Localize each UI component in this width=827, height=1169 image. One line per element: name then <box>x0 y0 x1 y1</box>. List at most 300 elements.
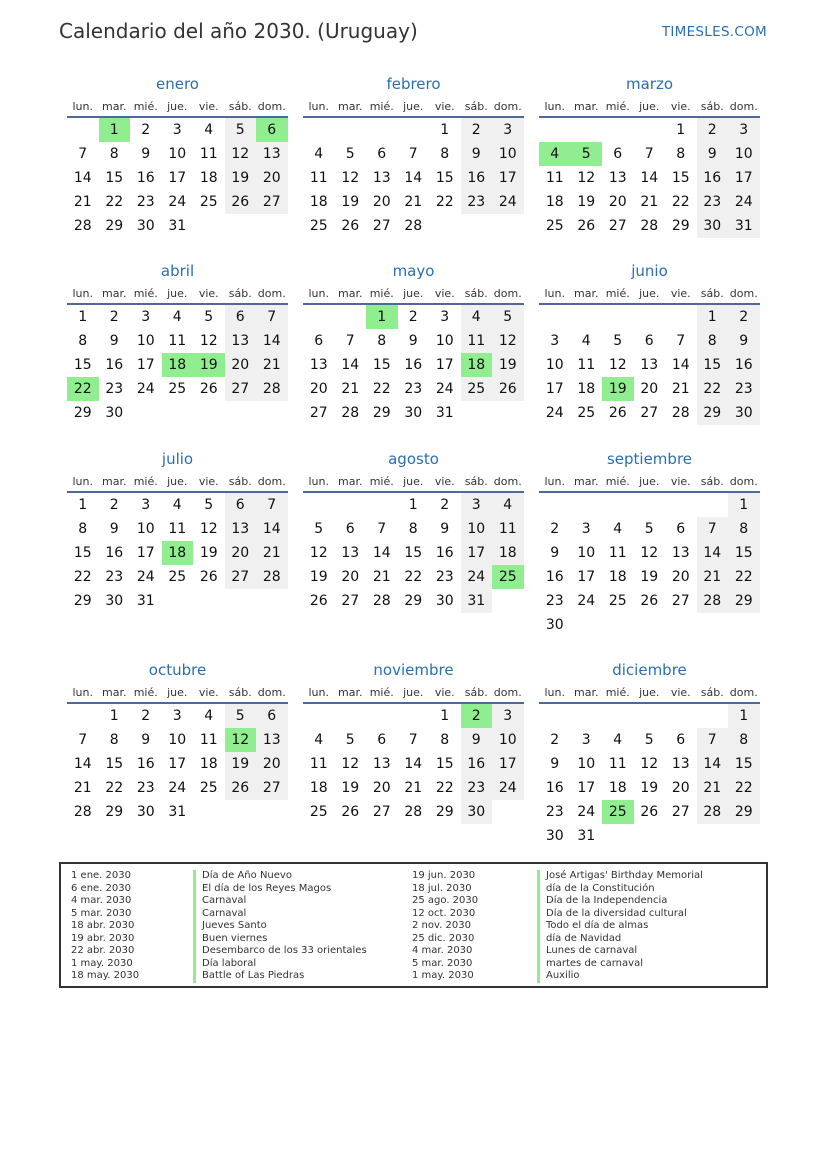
weekday-label: dom. <box>493 686 522 699</box>
week-row <box>539 190 760 214</box>
week-row <box>539 613 760 637</box>
day: 15 <box>671 170 690 186</box>
day: 23 <box>545 593 564 609</box>
week-row <box>539 118 760 142</box>
weekend-day: 8 <box>697 329 729 353</box>
day: 22 <box>435 194 454 210</box>
weekday-label: jue. <box>403 100 424 113</box>
weekend-day: 6 <box>225 305 257 329</box>
day: 13 <box>671 545 690 561</box>
week-row <box>67 166 288 190</box>
page-title: Calendario del año 2030. (Uruguay) <box>59 19 418 43</box>
legend-date: 6 ene. 2030 <box>71 882 131 894</box>
day: 28 <box>73 804 92 820</box>
weekday-label: lun. <box>72 100 93 113</box>
day: 10 <box>545 357 564 373</box>
weekend-day: 23 <box>728 377 760 401</box>
day: 19 <box>640 780 659 796</box>
day-empty <box>335 493 367 517</box>
week-row <box>67 353 288 377</box>
day: 25 <box>199 194 218 210</box>
weekday-label: mar. <box>338 686 363 699</box>
weekend-day: 17 <box>492 752 524 776</box>
weekend-day: 20 <box>256 752 288 776</box>
week-row <box>303 166 524 190</box>
day: 19 <box>640 569 659 585</box>
week-row <box>303 401 524 425</box>
holiday-day: 22 <box>67 377 99 401</box>
weekend-day: 3 <box>461 493 493 517</box>
weekend-day: 20 <box>225 541 257 565</box>
day: 2 <box>141 122 151 138</box>
weekend-day: 28 <box>256 565 288 589</box>
day: 21 <box>671 381 690 397</box>
weekend-day: 2 <box>728 305 760 329</box>
day: 19 <box>199 545 218 561</box>
day: 25 <box>608 593 627 609</box>
weekend-day: 17 <box>492 166 524 190</box>
day: 17 <box>168 170 187 186</box>
day: 4 <box>172 497 182 513</box>
weekend-day: 28 <box>256 377 288 401</box>
day: 3 <box>440 309 450 325</box>
week-row <box>539 565 760 589</box>
legend-date: 4 mar. 2030 <box>71 895 132 906</box>
weekend-day: 22 <box>697 377 729 401</box>
day: 28 <box>404 218 423 234</box>
weekend-day: 20 <box>256 166 288 190</box>
month-name: diciembre <box>612 661 687 679</box>
weekday-label: jue. <box>403 686 424 699</box>
day: 18 <box>545 194 564 210</box>
weekday-label: sáb. <box>464 287 488 300</box>
weekday-label: vie. <box>198 475 219 488</box>
day: 17 <box>168 756 187 772</box>
day: 1 <box>78 497 88 513</box>
day: 25 <box>309 218 328 234</box>
day: 4 <box>613 732 623 748</box>
day-empty <box>335 118 367 142</box>
day: 14 <box>73 170 92 186</box>
weekend-day: 14 <box>256 517 288 541</box>
day: 14 <box>404 756 423 772</box>
weekday-label: dom. <box>493 287 522 300</box>
weekday-label: lun. <box>308 686 329 699</box>
weekday-label: jue. <box>639 686 660 699</box>
week-row <box>67 493 288 517</box>
weekend-day: 5 <box>492 305 524 329</box>
day: 5 <box>644 521 654 537</box>
day: 31 <box>136 593 155 609</box>
day: 30 <box>404 405 423 421</box>
weekend-day: 10 <box>492 728 524 752</box>
day: 11 <box>199 146 218 162</box>
day: 5 <box>345 146 355 162</box>
day: 7 <box>345 333 355 349</box>
month-septiembre <box>539 447 760 637</box>
weekend-day: 1 <box>728 704 760 728</box>
legend-date: 5 mar. 2030 <box>71 907 132 919</box>
day: 2 <box>440 497 450 513</box>
weekday-label: sáb. <box>700 287 724 300</box>
day: 13 <box>608 170 627 186</box>
weekend-day: 28 <box>697 800 729 824</box>
weekday-label: mar. <box>102 475 127 488</box>
day: 7 <box>78 732 88 748</box>
weekend-day: 15 <box>728 541 760 565</box>
weekday-label: dom. <box>493 100 522 113</box>
weekend-day: 25 <box>461 377 493 401</box>
weekend-day: 9 <box>697 142 729 166</box>
weekend-day: 6 <box>256 704 288 728</box>
week-row <box>303 353 524 377</box>
weekend-day: 22 <box>728 776 760 800</box>
day: 1 <box>78 309 88 325</box>
holiday-day: 18 <box>162 541 194 565</box>
day: 24 <box>168 780 187 796</box>
day: 12 <box>199 521 218 537</box>
legend-date: 1 may. 2030 <box>412 970 474 981</box>
day: 24 <box>577 804 596 820</box>
day: 15 <box>105 170 124 186</box>
weekday-header <box>67 283 288 305</box>
day: 7 <box>408 146 418 162</box>
day: 4 <box>314 732 324 748</box>
weekday-label: vie. <box>198 686 219 699</box>
day: 18 <box>577 381 596 397</box>
day: 13 <box>341 545 360 561</box>
legend-holiday-name: José Artigas' Birthday Memorial <box>537 870 703 883</box>
weekday-label: lun. <box>308 475 329 488</box>
day: 18 <box>199 756 218 772</box>
weekday-label: jue. <box>639 475 660 488</box>
day: 3 <box>141 497 151 513</box>
legend-holiday-name: El día de los Reyes Magos <box>193 883 331 896</box>
weekend-day: 7 <box>697 728 729 752</box>
week-row <box>539 589 760 613</box>
day: 21 <box>341 381 360 397</box>
day: 29 <box>73 593 92 609</box>
day: 15 <box>105 756 124 772</box>
holiday-day: 18 <box>162 353 194 377</box>
weekday-header <box>303 283 524 305</box>
weekday-label: mié. <box>133 475 158 488</box>
day: 30 <box>105 593 124 609</box>
month-agosto <box>303 447 524 613</box>
weekday-label: vie. <box>434 287 455 300</box>
day: 29 <box>105 218 124 234</box>
legend-date: 25 ago. 2030 <box>412 895 479 906</box>
weekend-day: 18 <box>492 541 524 565</box>
day: 27 <box>640 405 659 421</box>
day: 16 <box>136 756 155 772</box>
weekend-day: 29 <box>728 800 760 824</box>
day: 14 <box>671 357 690 373</box>
week-row <box>67 776 288 800</box>
month-julio <box>67 447 288 613</box>
day: 15 <box>73 545 92 561</box>
week-row <box>67 800 288 824</box>
day: 23 <box>404 381 423 397</box>
day: 5 <box>204 309 214 325</box>
weekend-day: 13 <box>256 728 288 752</box>
day-empty <box>67 704 99 728</box>
weekend-day: 21 <box>697 565 729 589</box>
day: 8 <box>109 146 119 162</box>
day: 6 <box>644 333 654 349</box>
week-row <box>539 541 760 565</box>
weekday-label: jue. <box>167 686 188 699</box>
weekday-label: mar. <box>574 686 599 699</box>
day: 30 <box>105 405 124 421</box>
day: 23 <box>136 194 155 210</box>
day: 25 <box>168 381 187 397</box>
weekday-label: vie. <box>198 100 219 113</box>
day: 4 <box>314 146 324 162</box>
day: 24 <box>136 569 155 585</box>
month-noviembre <box>303 658 524 824</box>
day: 28 <box>73 218 92 234</box>
weekday-label: sáb. <box>228 287 252 300</box>
day: 20 <box>341 569 360 585</box>
day-empty <box>697 704 729 728</box>
weekday-header <box>539 96 760 118</box>
day: 11 <box>577 357 596 373</box>
week-row <box>539 142 760 166</box>
weekday-label: jue. <box>403 475 424 488</box>
day-empty <box>665 305 697 329</box>
legend-holiday-name: Todo el día de almas <box>537 920 648 933</box>
weekday-label: mar. <box>102 100 127 113</box>
weekday-header <box>303 96 524 118</box>
weekday-label: mar. <box>102 686 127 699</box>
day: 11 <box>309 170 328 186</box>
day: 22 <box>105 194 124 210</box>
weekday-label: dom. <box>729 686 758 699</box>
legend-holiday-name: Día laboral <box>193 958 256 971</box>
weekend-day: 13 <box>225 329 257 353</box>
day: 26 <box>199 381 218 397</box>
weekend-day: 27 <box>256 190 288 214</box>
day: 15 <box>435 756 454 772</box>
day: 30 <box>136 804 155 820</box>
day: 26 <box>608 405 627 421</box>
day: 7 <box>644 146 654 162</box>
day: 26 <box>341 218 360 234</box>
day-empty <box>602 704 634 728</box>
weekday-label: lun. <box>544 686 565 699</box>
weekday-label: dom. <box>257 287 286 300</box>
weekend-day: 16 <box>461 752 493 776</box>
weekday-label: vie. <box>198 287 219 300</box>
legend-date: 4 mar. 2030 <box>412 945 473 956</box>
weekday-header <box>303 682 524 704</box>
weekend-day: 24 <box>461 565 493 589</box>
weekend-day: 26 <box>225 776 257 800</box>
weekday-label: mar. <box>574 287 599 300</box>
weekend-day: 20 <box>225 353 257 377</box>
day: 17 <box>577 569 596 585</box>
month-name: septiembre <box>606 450 693 468</box>
weekend-day: 14 <box>697 541 729 565</box>
weekend-day: 3 <box>728 118 760 142</box>
week-row <box>303 190 524 214</box>
day: 8 <box>78 333 88 349</box>
week-row <box>303 329 524 353</box>
week-row <box>303 493 524 517</box>
weekend-day: 7 <box>256 305 288 329</box>
day: 26 <box>640 804 659 820</box>
weekend-day: 10 <box>728 142 760 166</box>
day: 21 <box>73 194 92 210</box>
month-mayo <box>303 259 524 425</box>
week-row <box>67 517 288 541</box>
week-row <box>67 401 288 425</box>
day: 11 <box>309 756 328 772</box>
day: 31 <box>435 405 454 421</box>
day: 26 <box>341 804 360 820</box>
weekday-label: dom. <box>729 475 758 488</box>
weekday-label: lun. <box>72 287 93 300</box>
week-row <box>303 776 524 800</box>
day: 4 <box>204 708 214 724</box>
day: 6 <box>613 146 623 162</box>
day: 28 <box>341 405 360 421</box>
weekday-label: vie. <box>670 100 691 113</box>
day: 15 <box>73 357 92 373</box>
week-row <box>303 728 524 752</box>
day: 18 <box>199 170 218 186</box>
day: 12 <box>309 545 328 561</box>
day: 22 <box>73 569 92 585</box>
weekday-label: vie. <box>670 287 691 300</box>
site-logo-link[interactable]: TIMESLES.COM <box>661 24 767 40</box>
weekday-label: dom. <box>493 475 522 488</box>
weekend-day: 7 <box>697 517 729 541</box>
day: 11 <box>168 521 187 537</box>
weekday-label: mié. <box>369 100 394 113</box>
day: 16 <box>545 780 564 796</box>
legend-holiday-name: Battle of Las Piedras <box>193 970 304 983</box>
day: 17 <box>577 780 596 796</box>
day: 27 <box>309 405 328 421</box>
weekend-day: 23 <box>461 776 493 800</box>
weekend-day: 27 <box>225 565 257 589</box>
week-row <box>303 517 524 541</box>
day: 14 <box>404 170 423 186</box>
holiday-day: 4 <box>539 142 571 166</box>
day-empty <box>303 704 335 728</box>
day: 11 <box>608 756 627 772</box>
weekend-day: 4 <box>461 305 493 329</box>
day-empty <box>634 305 666 329</box>
day: 4 <box>581 333 591 349</box>
month-name: octubre <box>148 661 207 679</box>
legend-holiday-name: día de la Constitución <box>537 883 655 896</box>
month-enero <box>67 72 288 238</box>
weekend-day: 31 <box>728 214 760 238</box>
day: 6 <box>345 521 355 537</box>
weekend-day: 4 <box>492 493 524 517</box>
weekday-label: sáb. <box>228 686 252 699</box>
weekday-label: sáb. <box>228 475 252 488</box>
month-name: marzo <box>625 75 674 93</box>
day: 10 <box>435 333 454 349</box>
month-febrero <box>303 72 524 238</box>
weekday-label: mié. <box>133 287 158 300</box>
weekday-label: mar. <box>338 100 363 113</box>
holiday-day: 1 <box>366 305 398 329</box>
weekday-header <box>539 283 760 305</box>
weekend-day: 30 <box>461 800 493 824</box>
day: 16 <box>105 357 124 373</box>
holiday-legend <box>59 862 768 988</box>
weekday-label: mié. <box>133 686 158 699</box>
weekend-day: 23 <box>697 190 729 214</box>
day-empty <box>602 118 634 142</box>
week-row <box>539 329 760 353</box>
weekend-day: 24 <box>492 776 524 800</box>
day: 1 <box>676 122 686 138</box>
weekend-day: 14 <box>256 329 288 353</box>
day: 17 <box>435 357 454 373</box>
weekday-label: vie. <box>670 475 691 488</box>
week-row <box>539 728 760 752</box>
day-empty <box>602 493 634 517</box>
month-name: enero <box>156 75 199 93</box>
day: 27 <box>372 804 391 820</box>
day: 6 <box>377 732 387 748</box>
day-empty <box>398 118 430 142</box>
day: 21 <box>640 194 659 210</box>
day: 10 <box>136 521 155 537</box>
day: 29 <box>671 218 690 234</box>
week-row <box>539 353 760 377</box>
week-row <box>539 377 760 401</box>
day: 18 <box>309 780 328 796</box>
weekend-day: 10 <box>461 517 493 541</box>
day: 19 <box>341 194 360 210</box>
legend-date: 18 jul. 2030 <box>412 882 472 894</box>
week-row <box>67 565 288 589</box>
day: 14 <box>372 545 391 561</box>
weekday-label: jue. <box>639 100 660 113</box>
day: 25 <box>168 569 187 585</box>
legend-holiday-name: Día de la Independencia <box>537 895 667 908</box>
day: 5 <box>204 497 214 513</box>
weekend-day: 8 <box>728 728 760 752</box>
weekend-day: 11 <box>492 517 524 541</box>
day: 14 <box>73 756 92 772</box>
day: 30 <box>435 593 454 609</box>
holiday-day: 6 <box>256 118 288 142</box>
month-name: agosto <box>388 450 439 468</box>
day: 13 <box>309 357 328 373</box>
day: 27 <box>671 804 690 820</box>
holiday-day: 18 <box>461 353 493 377</box>
day: 29 <box>404 593 423 609</box>
weekday-label: jue. <box>167 287 188 300</box>
day: 28 <box>404 804 423 820</box>
day-empty <box>697 493 729 517</box>
day: 24 <box>136 381 155 397</box>
week-row <box>67 214 288 238</box>
day: 12 <box>341 756 360 772</box>
weekend-day: 6 <box>225 493 257 517</box>
month-abril <box>67 259 288 425</box>
day: 13 <box>372 756 391 772</box>
day: 30 <box>136 218 155 234</box>
